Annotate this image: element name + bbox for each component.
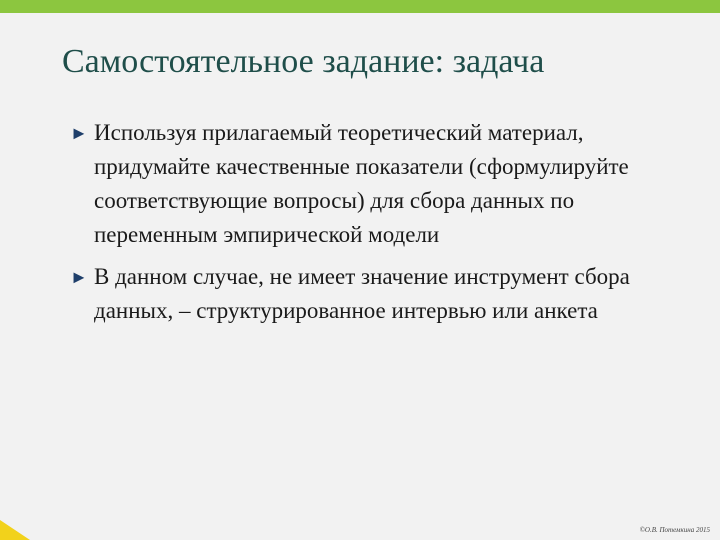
bullet-item (70, 116, 680, 252)
triangle-bullet-icon: ► (70, 123, 88, 143)
bullet-list (70, 116, 680, 336)
top-accent-bar (0, 0, 720, 13)
bullet-text: В данном случае, не имеет значение инструмент сбора данных, – структурированное интервью или анкета (94, 264, 630, 323)
footer-credit: ©О.В. Потемкина 2015 (639, 526, 710, 534)
triangle-bullet-icon: ► (70, 267, 88, 287)
bullet-item (70, 260, 680, 328)
bullet-text: Используя прилагаемый теоретический материал, придумайте качественные показатели (сформулируйте соответствующие вопросы) для сбора данных по переменным эмпирической модели (94, 120, 629, 247)
corner-accent-icon (0, 510, 40, 540)
slide-title: Самостоятельное задание: задача (62, 43, 545, 80)
